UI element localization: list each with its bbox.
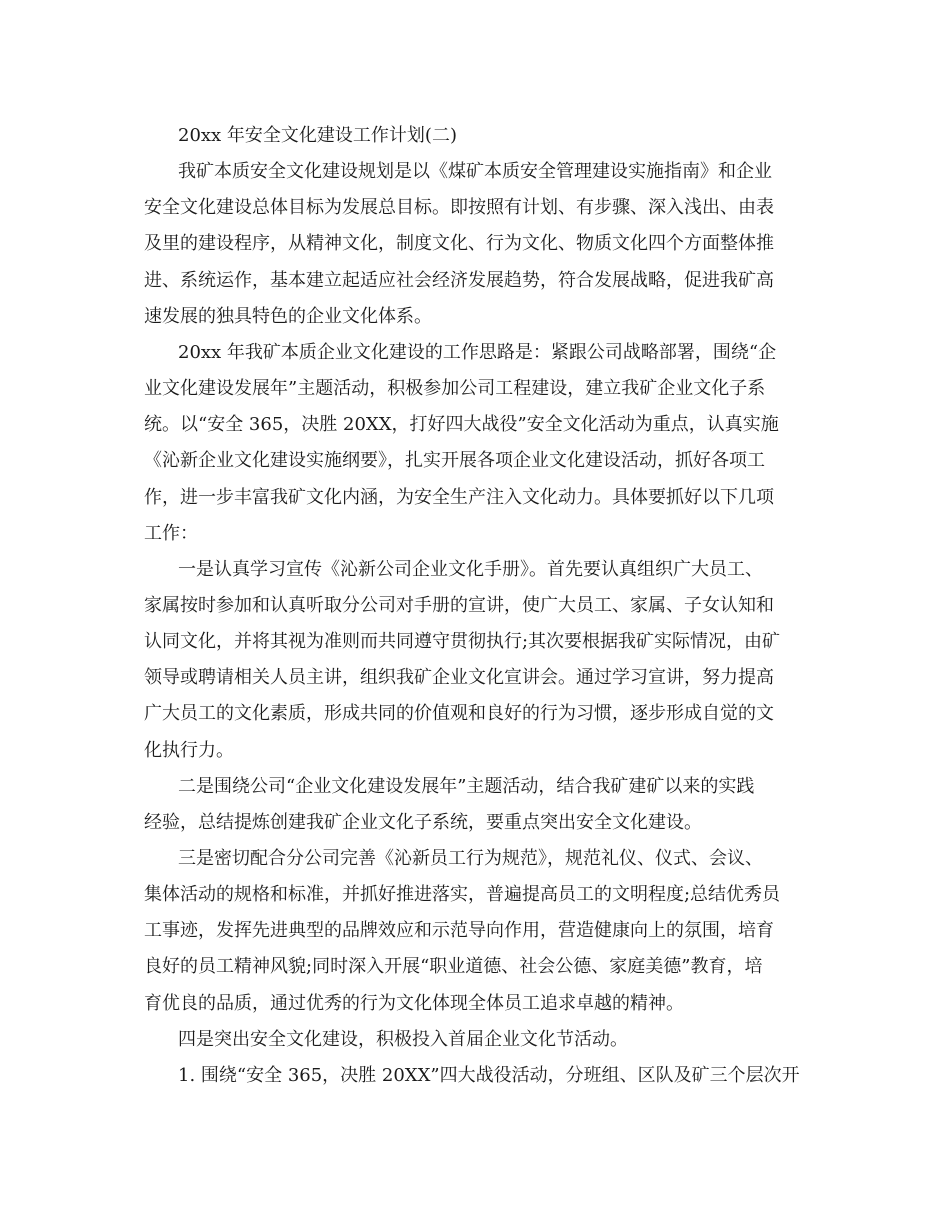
text-line: 化执行力。 bbox=[144, 740, 234, 761]
text-line: 广大员工的文化素质，形成共同的价值观和良好的行为习惯，逐步形成自觉的文 bbox=[144, 703, 774, 724]
text-line: 工事迹，发挥先进典型的品牌效应和示范导向作用，营造健康向上的氛围，培育 bbox=[144, 920, 774, 941]
text-line: 进、系统运作，基本建立起适应社会经济发展趋势，符合发展战略，促进我矿高 bbox=[144, 270, 774, 291]
text-line: 集体活动的规格和标准，并抓好推进落实，普遍提高员工的文明程度;总结优秀员 bbox=[144, 884, 781, 905]
text-line: 领导或聘请相关人员主讲，组织我矿企业文化宣讲会。通过学习宣讲，努力提高 bbox=[144, 667, 774, 688]
text-line: 20xx 年我矿本质企业文化建设的工作思路是：紧跟公司战略部署，围绕“企 bbox=[178, 342, 777, 363]
text-line: 工作： bbox=[144, 523, 198, 544]
text-line: 统。以“安全 365，决胜 20XX，打好四大战役”安全文化活动为重点，认真实施 bbox=[144, 414, 779, 435]
text-line: 三是密切配合分公司完善《沁新员工行为规范》，规范礼仪、仪式、会议、 bbox=[178, 848, 763, 869]
text-line: 及里的建设程序，从精神文化，制度文化、行为文化、物质文化四个方面整体推 bbox=[144, 233, 774, 254]
text-line: 业文化建设发展年”主题活动，积极参加公司工程建设，建立我矿企业文化子系 bbox=[144, 378, 766, 399]
text-line: 速发展的独具特色的企业文化体系。 bbox=[144, 306, 432, 327]
text-line: 四是突出安全文化建设，积极投入首届企业文化节活动。 bbox=[178, 1029, 628, 1050]
text-line: 二是围绕公司“企业文化建设发展年”主题活动，结合我矿建矿以来的实践 bbox=[178, 776, 755, 797]
text-line: 作，进一步丰富我矿文化内涵，为安全生产注入文化动力。具体要抓好以下几项 bbox=[144, 487, 774, 508]
text-line: 20xx 年安全文化建设工作计划(二) bbox=[178, 125, 457, 146]
text-line: 一是认真学习宣传《沁新公司企业文化手册》。首先要认真组织广大员工、 bbox=[178, 559, 763, 580]
text-line: 经验，总结提炼创建我矿企业文化子系统，要重点突出安全文化建设。 bbox=[144, 812, 702, 833]
text-line: 《沁新企业文化建设实施纲要》，扎实开展各项企业文化建设活动，抓好各项工 bbox=[144, 450, 765, 471]
text-line: 认同文化，并将其视为准则而共同遵守贯彻执行;其次要根据我矿实际情况，由矿 bbox=[144, 631, 781, 652]
text-line: 安全文化建设总体目标为发展总目标。即按照有计划、有步骤、深入浅出、由表 bbox=[144, 197, 774, 218]
text-line: 育优良的品质，通过优秀的行为文化体现全体员工追求卓越的精神。 bbox=[144, 993, 684, 1014]
text-line: 家属按时参加和认真听取分公司对手册的宣讲，使广大员工、家属、子女认知和 bbox=[144, 595, 774, 616]
text-line: 良好的员工精神风貌;同时深入开展“职业道德、社会公德、家庭美德”教育，培 bbox=[144, 956, 763, 977]
text-line: 1. 围绕“安全 365，决胜 20XX”四大战役活动，分班组、区队及矿三个层次开 bbox=[178, 1065, 800, 1086]
text-line: 我矿本质安全文化建设规划是以《煤矿本质安全管理建设实施指南》和企业 bbox=[178, 161, 772, 182]
